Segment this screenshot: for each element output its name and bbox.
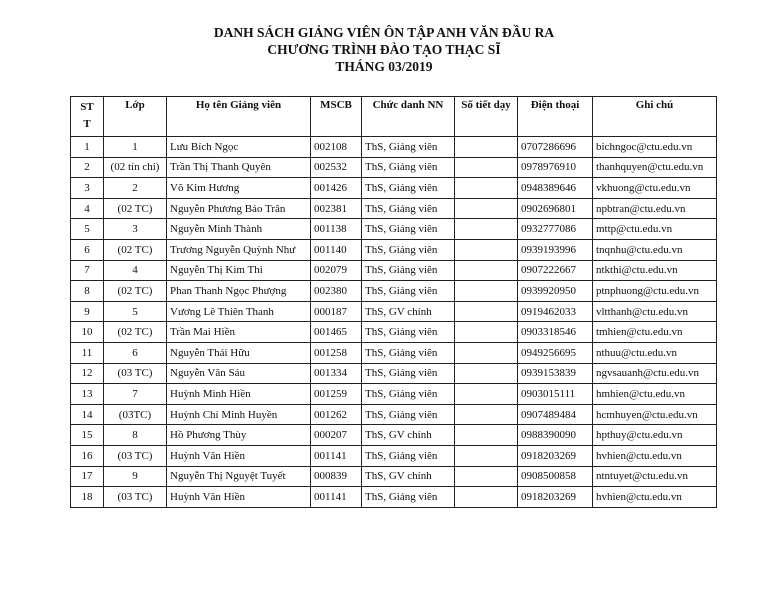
cell-hours (455, 137, 518, 158)
cell-lop: (03 TC) (104, 487, 167, 508)
cell-name: Nguyễn Văn Sáu (167, 363, 311, 384)
cell-name: Nguyễn Thái Hữu (167, 342, 311, 363)
cell-phone: 0948389646 (518, 178, 593, 199)
cell-stt: 13 (71, 384, 104, 405)
cell-stt: 16 (71, 445, 104, 466)
cell-name: Hồ Phương Thùy (167, 425, 311, 446)
cell-stt: 7 (71, 260, 104, 281)
cell-email: vkhuong@ctu.edu.vn (593, 178, 717, 199)
cell-email: hvhien@ctu.edu.vn (593, 445, 717, 466)
cell-lop: (03 TC) (104, 363, 167, 384)
cell-name: Nguyễn Minh Thành (167, 219, 311, 240)
cell-email: tmhien@ctu.edu.vn (593, 322, 717, 343)
cell-title: ThS, Giảng viên (362, 404, 455, 425)
cell-email: hpthuy@ctu.edu.vn (593, 425, 717, 446)
header-chuc-danh: Chức danh NN (362, 97, 455, 137)
cell-stt: 4 (71, 198, 104, 219)
header-mscb: MSCB (311, 97, 362, 137)
cell-phone: 0707286696 (518, 137, 593, 158)
cell-mscb: 002079 (311, 260, 362, 281)
cell-stt: 2 (71, 157, 104, 178)
cell-lop: (03TC) (104, 404, 167, 425)
cell-hours (455, 342, 518, 363)
table-row (71, 404, 717, 425)
cell-mscb: 001334 (311, 363, 362, 384)
cell-mscb: 000187 (311, 301, 362, 322)
cell-phone: 0918203269 (518, 445, 593, 466)
cell-mscb: 002381 (311, 198, 362, 219)
table-row (71, 363, 717, 384)
cell-title: ThS, Giảng viên (362, 219, 455, 240)
cell-email: ntntuyet@ctu.edu.vn (593, 466, 717, 487)
cell-phone: 0939920950 (518, 281, 593, 302)
cell-title: ThS, Giảng viên (362, 198, 455, 219)
title-line-2: CHƯƠNG TRÌNH ĐÀO TẠO THẠC SĨ (267, 42, 501, 57)
cell-hours (455, 425, 518, 446)
cell-email: hcmhuyen@ctu.edu.vn (593, 404, 717, 425)
cell-phone: 0949256695 (518, 342, 593, 363)
cell-title: ThS, GV chính (362, 301, 455, 322)
table-row (71, 445, 717, 466)
cell-lop: 9 (104, 466, 167, 487)
cell-title: ThS, Giảng viên (362, 363, 455, 384)
table-row (71, 239, 717, 260)
cell-stt: 9 (71, 301, 104, 322)
cell-lop: (02 tín chỉ) (104, 157, 167, 178)
cell-title: ThS, Giảng viên (362, 342, 455, 363)
cell-stt: 1 (71, 137, 104, 158)
cell-hours (455, 178, 518, 199)
cell-hours (455, 301, 518, 322)
table-body (71, 137, 717, 508)
cell-hours (455, 322, 518, 343)
cell-lop: (02 TC) (104, 322, 167, 343)
cell-mscb: 001141 (311, 487, 362, 508)
cell-mscb: 000839 (311, 466, 362, 487)
cell-hours (455, 363, 518, 384)
cell-mscb: 001426 (311, 178, 362, 199)
table-row (71, 342, 717, 363)
cell-hours (455, 404, 518, 425)
cell-email: thanhquyen@ctu.edu.vn (593, 157, 717, 178)
cell-title: ThS, Giảng viên (362, 157, 455, 178)
table-row (71, 322, 717, 343)
cell-phone: 0907489484 (518, 404, 593, 425)
cell-lop: 3 (104, 219, 167, 240)
table-row (71, 301, 717, 322)
cell-title: ThS, Giảng viên (362, 384, 455, 405)
table-row (71, 425, 717, 446)
cell-title: ThS, Giảng viên (362, 445, 455, 466)
cell-mscb: 002532 (311, 157, 362, 178)
cell-title: ThS, Giảng viên (362, 239, 455, 260)
cell-name: Vương Lê Thiên Thanh (167, 301, 311, 322)
cell-stt: 12 (71, 363, 104, 384)
cell-lop: 8 (104, 425, 167, 446)
cell-phone: 0907222667 (518, 260, 593, 281)
cell-stt: 18 (71, 487, 104, 508)
cell-stt: 15 (71, 425, 104, 446)
cell-stt: 17 (71, 466, 104, 487)
cell-lop: 5 (104, 301, 167, 322)
cell-email: vltthanh@ctu.edu.vn (593, 301, 717, 322)
cell-lop: (02 TC) (104, 281, 167, 302)
cell-email: bichngoc@ctu.edu.vn (593, 137, 717, 158)
cell-phone: 0939193996 (518, 239, 593, 260)
cell-email: hvhien@ctu.edu.vn (593, 487, 717, 508)
cell-hours (455, 260, 518, 281)
cell-mscb: 001140 (311, 239, 362, 260)
cell-lop: 4 (104, 260, 167, 281)
cell-mscb: 002380 (311, 281, 362, 302)
cell-lop: (03 TC) (104, 445, 167, 466)
cell-lop: 1 (104, 137, 167, 158)
cell-stt: 3 (71, 178, 104, 199)
cell-mscb: 001258 (311, 342, 362, 363)
cell-mscb: 000207 (311, 425, 362, 446)
cell-title: ThS, Giảng viên (362, 178, 455, 199)
table-row (71, 198, 717, 219)
cell-hours (455, 198, 518, 219)
table-row (71, 137, 717, 158)
cell-mscb: 001465 (311, 322, 362, 343)
table-row (71, 466, 717, 487)
cell-email: tnqnhu@ctu.edu.vn (593, 239, 717, 260)
cell-title: ThS, Giảng viên (362, 137, 455, 158)
lecturer-table (70, 96, 717, 508)
cell-name: Võ Kim Hương (167, 178, 311, 199)
header-stt: ST T (71, 97, 104, 137)
cell-phone: 0908500858 (518, 466, 593, 487)
cell-phone: 0902696801 (518, 198, 593, 219)
cell-hours (455, 219, 518, 240)
header-dien-thoai: Điện thoại (518, 97, 593, 137)
table-row (71, 178, 717, 199)
cell-hours (455, 239, 518, 260)
table-row (71, 487, 717, 508)
cell-lop: (02 TC) (104, 198, 167, 219)
cell-lop: 7 (104, 384, 167, 405)
table-header-row (71, 97, 717, 137)
cell-stt: 11 (71, 342, 104, 363)
cell-title: ThS, GV chính (362, 466, 455, 487)
cell-email: ngvsauanh@ctu.edu.vn (593, 363, 717, 384)
cell-mscb: 001138 (311, 219, 362, 240)
cell-name: Huỳnh Văn Hiền (167, 487, 311, 508)
cell-hours (455, 466, 518, 487)
cell-title: ThS, Giảng viên (362, 487, 455, 508)
cell-hours (455, 157, 518, 178)
cell-phone: 0939153839 (518, 363, 593, 384)
cell-phone: 0903015111 (518, 384, 593, 405)
cell-title: ThS, Giảng viên (362, 260, 455, 281)
cell-name: Trương Nguyễn Quỳnh Như (167, 239, 311, 260)
cell-email: mttp@ctu.edu.vn (593, 219, 717, 240)
cell-phone: 0918203269 (518, 487, 593, 508)
header-ho-ten: Họ tên Giảng viên (167, 97, 311, 137)
cell-name: Nguyễn Thị Kim Thi (167, 260, 311, 281)
cell-mscb: 001262 (311, 404, 362, 425)
cell-name: Trần Thị Thanh Quyên (167, 157, 311, 178)
cell-stt: 6 (71, 239, 104, 260)
table-row (71, 219, 717, 240)
cell-hours (455, 384, 518, 405)
cell-email: ptnphuong@ctu.edu.vn (593, 281, 717, 302)
cell-mscb: 001259 (311, 384, 362, 405)
cell-name: Phan Thanh Ngọc Phượng (167, 281, 311, 302)
cell-title: ThS, Giảng viên (362, 281, 455, 302)
table-row (71, 384, 717, 405)
header-lop: Lớp (104, 97, 167, 137)
cell-email: npbtran@ctu.edu.vn (593, 198, 717, 219)
cell-email: ntkthi@ctu.edu.vn (593, 260, 717, 281)
cell-mscb: 001141 (311, 445, 362, 466)
cell-title: ThS, GV chính (362, 425, 455, 446)
cell-name: Huỳnh Chí Minh Huyền (167, 404, 311, 425)
table-row (71, 281, 717, 302)
cell-stt: 8 (71, 281, 104, 302)
document-title (0, 24, 768, 75)
cell-name: Huỳnh Văn Hiền (167, 445, 311, 466)
cell-name: Nguyễn Thị Nguyệt Tuyết (167, 466, 311, 487)
cell-hours (455, 281, 518, 302)
cell-email: nthuu@ctu.edu.vn (593, 342, 717, 363)
cell-stt: 14 (71, 404, 104, 425)
table-row (71, 157, 717, 178)
cell-stt: 10 (71, 322, 104, 343)
header-so-tiet: Số tiết dạy (455, 97, 518, 137)
header-ghi-chu: Ghi chú (593, 97, 717, 137)
cell-phone: 0903318546 (518, 322, 593, 343)
cell-hours (455, 487, 518, 508)
cell-name: Lưu Bích Ngọc (167, 137, 311, 158)
cell-lop: 2 (104, 178, 167, 199)
cell-title: ThS, Giảng viên (362, 322, 455, 343)
cell-email: hmhien@ctu.edu.vn (593, 384, 717, 405)
cell-phone: 0978976910 (518, 157, 593, 178)
cell-lop: 6 (104, 342, 167, 363)
cell-phone: 0919462033 (518, 301, 593, 322)
cell-lop: (02 TC) (104, 239, 167, 260)
title-line-3: THÁNG 03/2019 (335, 59, 433, 74)
cell-stt: 5 (71, 219, 104, 240)
cell-phone: 0932777086 (518, 219, 593, 240)
cell-phone: 0988390090 (518, 425, 593, 446)
title-line-1: DANH SÁCH GIẢNG VIÊN ÔN TẬP ANH VĂN ĐẦU RA (213, 25, 555, 40)
cell-name: Huỳnh Minh Hiền (167, 384, 311, 405)
cell-hours (455, 445, 518, 466)
cell-name: Trần Mai Hiền (167, 322, 311, 343)
table-row (71, 260, 717, 281)
cell-name: Nguyễn Phương Bảo Trân (167, 198, 311, 219)
cell-mscb: 002108 (311, 137, 362, 158)
